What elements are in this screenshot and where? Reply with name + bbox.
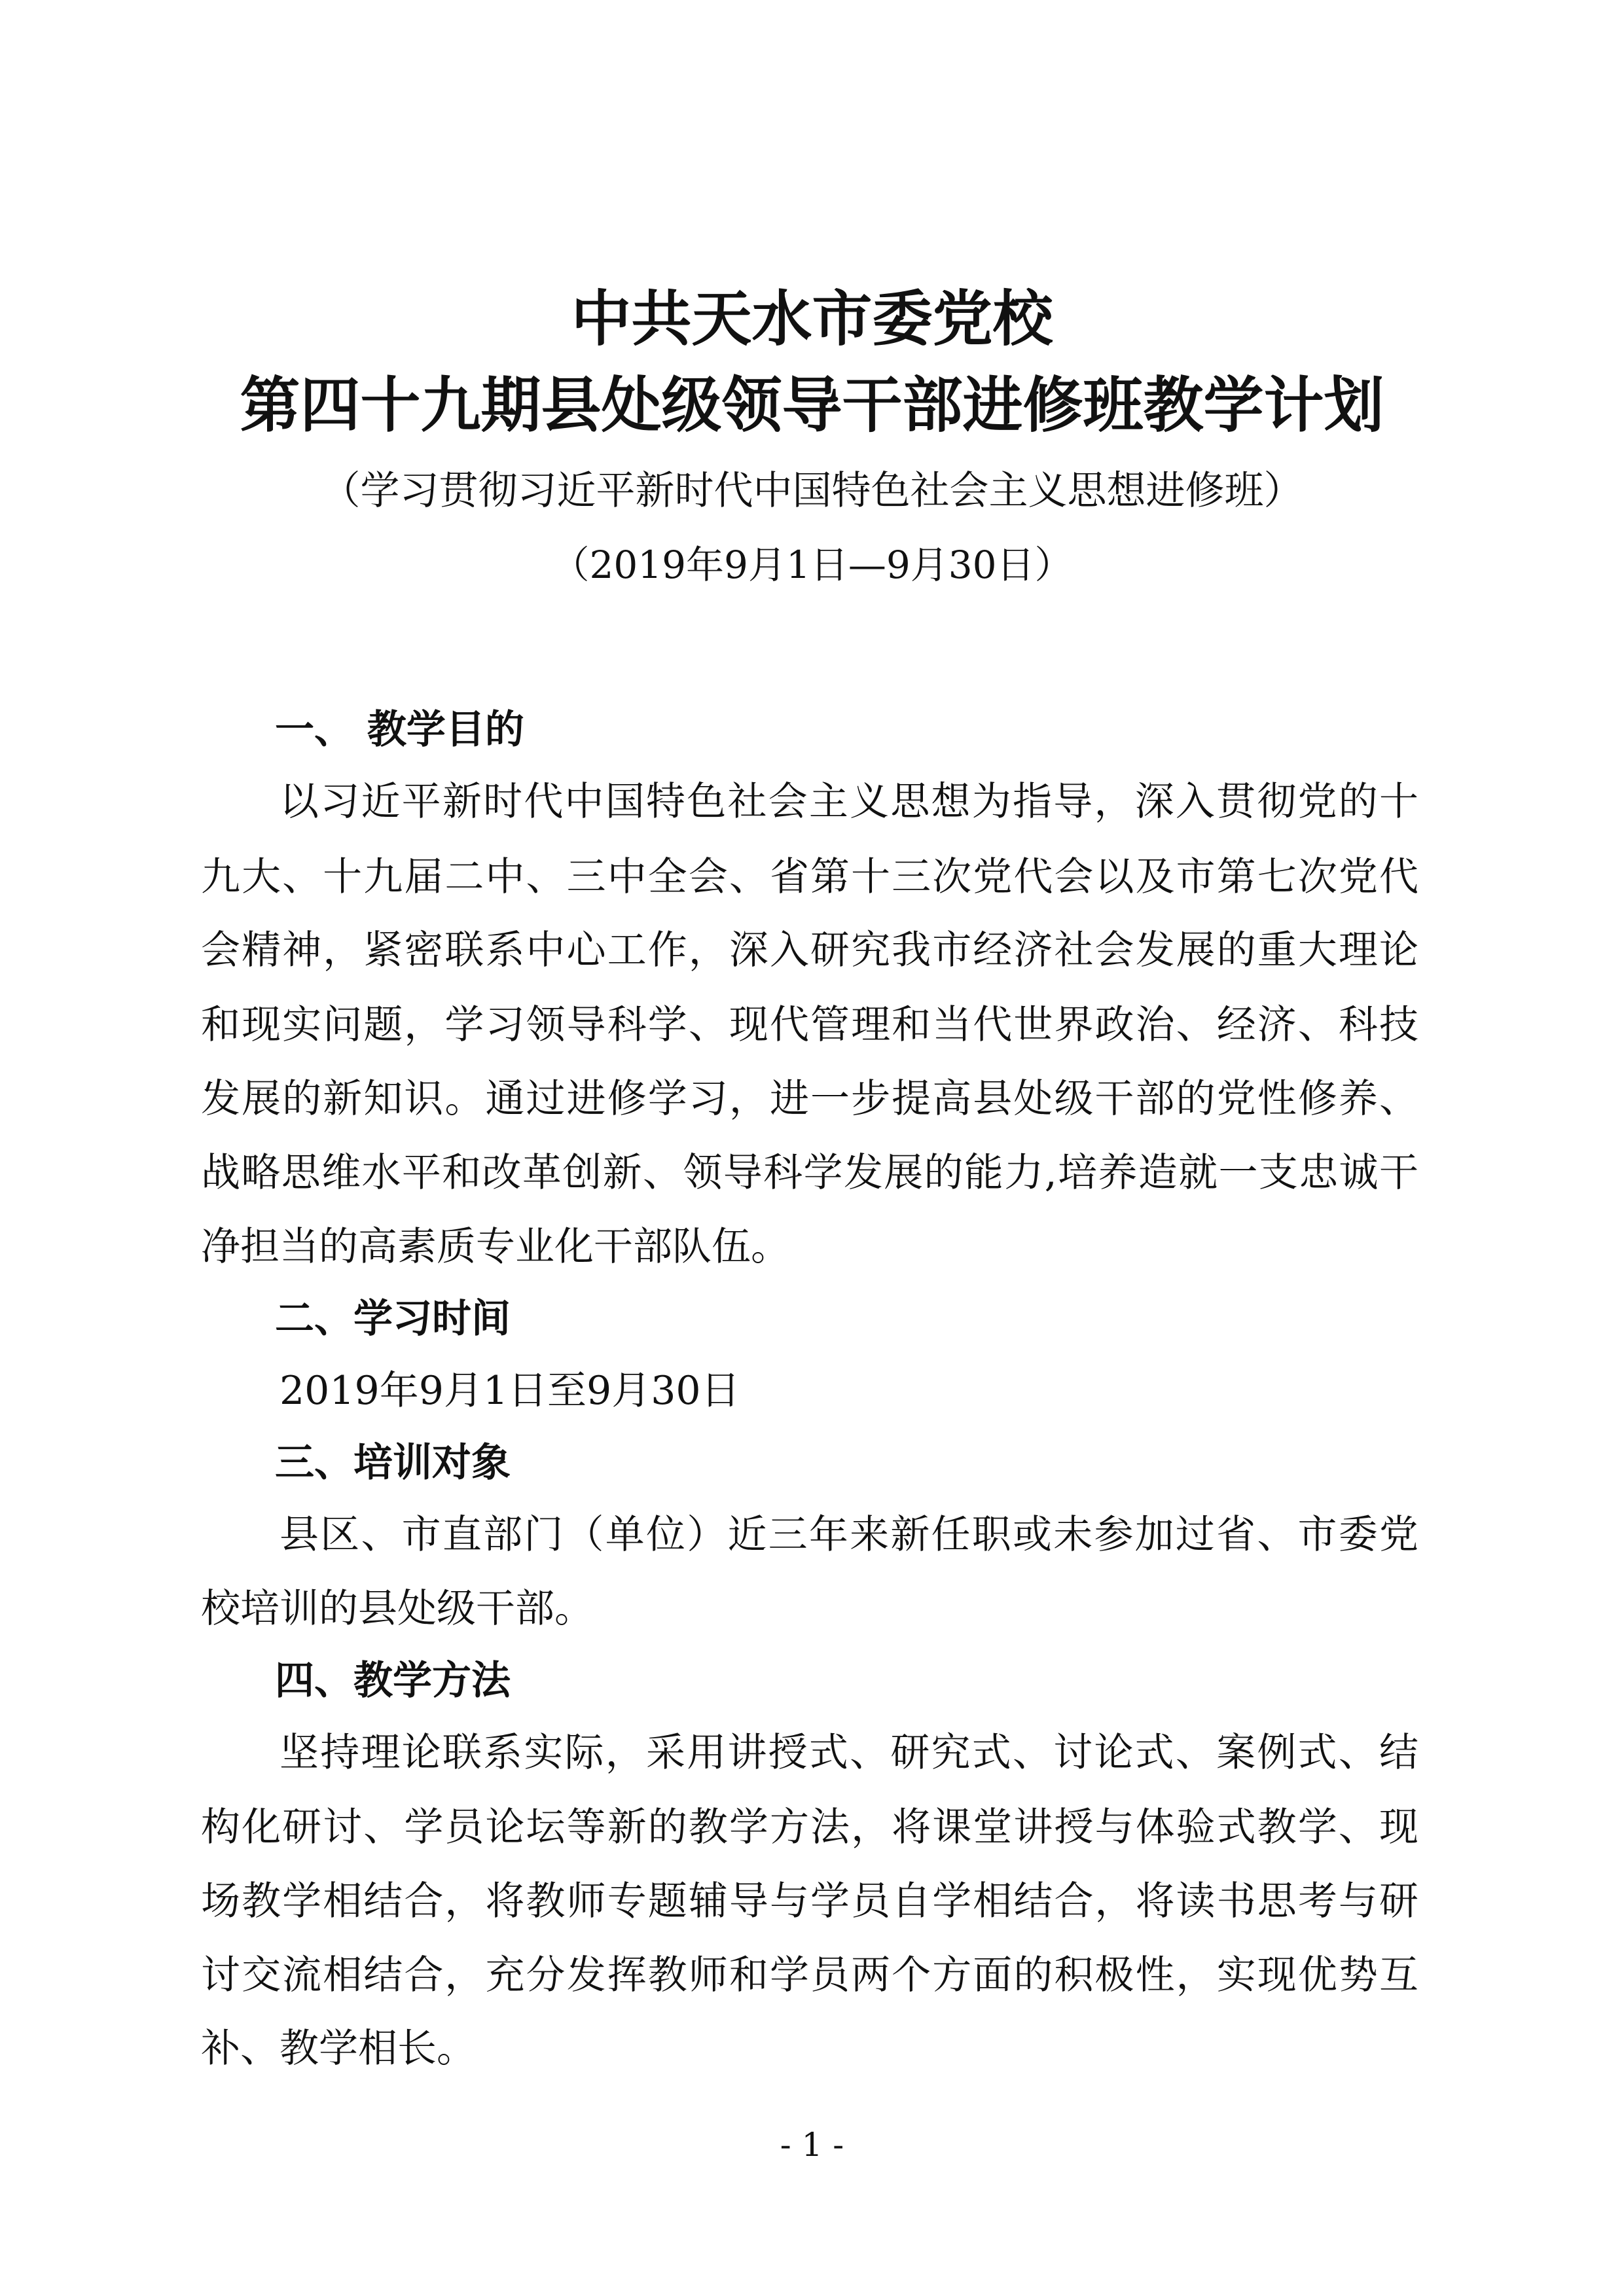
document-title-line-1: 中共天水市委党校	[571, 284, 1053, 354]
paragraph-line: 坚持理论联系实际，采用讲授式、研究式、讨论式、案例式、结	[280, 1730, 1418, 1776]
page-number: - 1 -	[780, 2126, 844, 2164]
section-heading-teaching-methods: 四、教学方法	[275, 1658, 511, 1704]
paragraph-line: 以习近平新时代中国特色社会主义思想为指导，深入贯彻党的十	[280, 779, 1418, 825]
paragraph-line: 补、教学相长。	[201, 2026, 476, 2072]
paragraph-line: 2019年9月1日至9月30日	[280, 1368, 740, 1414]
paragraph-line: 会精神，紧密联系中心工作，深入研究我市经济社会发展的重大理论	[201, 927, 1418, 973]
paragraph-line: 校培训的县处级干部。	[201, 1586, 594, 1632]
paragraph-line: 场教学相结合，将教师专题辅导与学员自学相结合，将读书思考与研	[201, 1878, 1418, 1924]
paragraph-line: 净担当的高素质专业化干部队伍。	[201, 1224, 790, 1270]
paragraph-line: 发展的新知识。通过进修学习，进一步提高县处级干部的党性修养、	[201, 1076, 1418, 1122]
document-title-line-2: 第四十九期县处级领导干部进修班教学计划	[240, 370, 1384, 440]
paragraph-line: 战略思维水平和改革创新、领导科学发展的能力,培养造就一支忠诚干	[201, 1150, 1418, 1196]
paragraph-line: 和现实问题，学习领导科学、现代管理和当代世界政治、经济、科技	[201, 1002, 1418, 1048]
paragraph-line: 讨交流相结合，充分发挥教师和学员两个方面的积极性，实现优势互	[201, 1952, 1418, 1998]
section-heading-teaching-purpose: 一、 教学目的	[275, 707, 524, 753]
paragraph-line: 县区、市直部门（单位）近三年来新任职或未参加过省、市委党	[280, 1512, 1418, 1558]
section-heading-trainees: 三、培训对象	[275, 1440, 511, 1486]
paragraph-line: 构化研讨、学员论坛等新的教学方法，将课堂讲授与体验式教学、现	[201, 1804, 1418, 1850]
paragraph-line: 九大、十九届二中、三中全会、省第十三次党代会以及市第七次党代	[201, 854, 1418, 900]
section-heading-study-time: 二、学习时间	[275, 1296, 511, 1342]
document-subtitle: （学习贯彻习近平新时代中国特色社会主义思想进修班）	[321, 468, 1303, 514]
document-date-range: （2019年9月1日—9月30日）	[551, 543, 1073, 587]
